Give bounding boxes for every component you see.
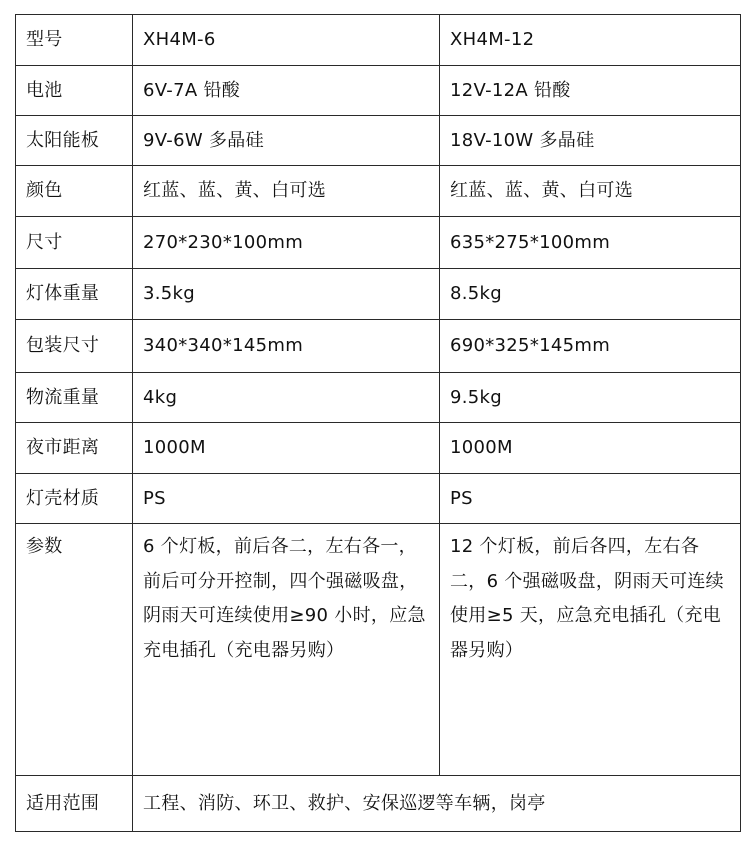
table-row [16, 320, 741, 373]
cell-model-12: XH4M-12 [440, 15, 741, 66]
row-label-night-distance: 夜市距离 [16, 423, 133, 474]
table-row [16, 373, 741, 423]
cell-battery-12: 12V-12A 铅酸 [440, 66, 741, 116]
table-row [16, 116, 741, 166]
spec-table [15, 14, 741, 832]
table-row [16, 776, 741, 832]
table-row [16, 15, 741, 66]
row-label-shell-material: 灯壳材质 [16, 474, 133, 524]
row-label-lamp-weight: 灯体重量 [16, 269, 133, 320]
cell-package-size-6: 340*340*145mm [133, 320, 440, 373]
cell-shipping-weight-6: 4kg [133, 373, 440, 423]
cell-solar-panel-12: 18V-10W 多晶硅 [440, 116, 741, 166]
table-row [16, 474, 741, 524]
table-row [16, 166, 741, 217]
row-label-shipping-weight: 物流重量 [16, 373, 133, 423]
cell-size-6: 270*230*100mm [133, 217, 440, 269]
row-label-size: 尺寸 [16, 217, 133, 269]
cell-shell-material-6: PS [133, 474, 440, 524]
row-label-application: 适用范围 [16, 776, 133, 832]
row-label-battery: 电池 [16, 66, 133, 116]
cell-solar-panel-6: 9V-6W 多晶硅 [133, 116, 440, 166]
cell-shipping-weight-12: 9.5kg [440, 373, 741, 423]
cell-application: 工程、消防、环卫、救护、安保巡逻等车辆，岗亭 [133, 776, 741, 832]
cell-shell-material-12: PS [440, 474, 741, 524]
cell-color-6: 红蓝、蓝、黄、白可选 [133, 166, 440, 217]
row-label-solar-panel: 太阳能板 [16, 116, 133, 166]
cell-battery-6: 6V-7A 铅酸 [133, 66, 440, 116]
cell-model-6: XH4M-6 [133, 15, 440, 66]
cell-lamp-weight-12: 8.5kg [440, 269, 741, 320]
cell-parameters-12: 12 个灯板，前后各四，左右各二，6 个强磁吸盘，阴雨天可连续使用≥5 天，应急充电插孔（充电器另购） [440, 524, 741, 776]
row-label-package-size: 包装尺寸 [16, 320, 133, 373]
cell-package-size-12: 690*325*145mm [440, 320, 741, 373]
table-row [16, 524, 741, 776]
row-label-color: 颜色 [16, 166, 133, 217]
table-row [16, 217, 741, 269]
table-row [16, 66, 741, 116]
table-row [16, 423, 741, 474]
cell-size-12: 635*275*100mm [440, 217, 741, 269]
cell-night-distance-12: 1000M [440, 423, 741, 474]
cell-lamp-weight-6: 3.5kg [133, 269, 440, 320]
row-label-model: 型号 [16, 15, 133, 66]
cell-parameters-6: 6 个灯板，前后各二，左右各一，前后可分开控制，四个强磁吸盘，阴雨天可连续使用≥90 小时，应急充电插孔（充电器另购） [133, 524, 440, 776]
row-label-parameters: 参数 [16, 524, 133, 776]
cell-night-distance-6: 1000M [133, 423, 440, 474]
table-row [16, 269, 741, 320]
cell-color-12: 红蓝、蓝、黄、白可选 [440, 166, 741, 217]
